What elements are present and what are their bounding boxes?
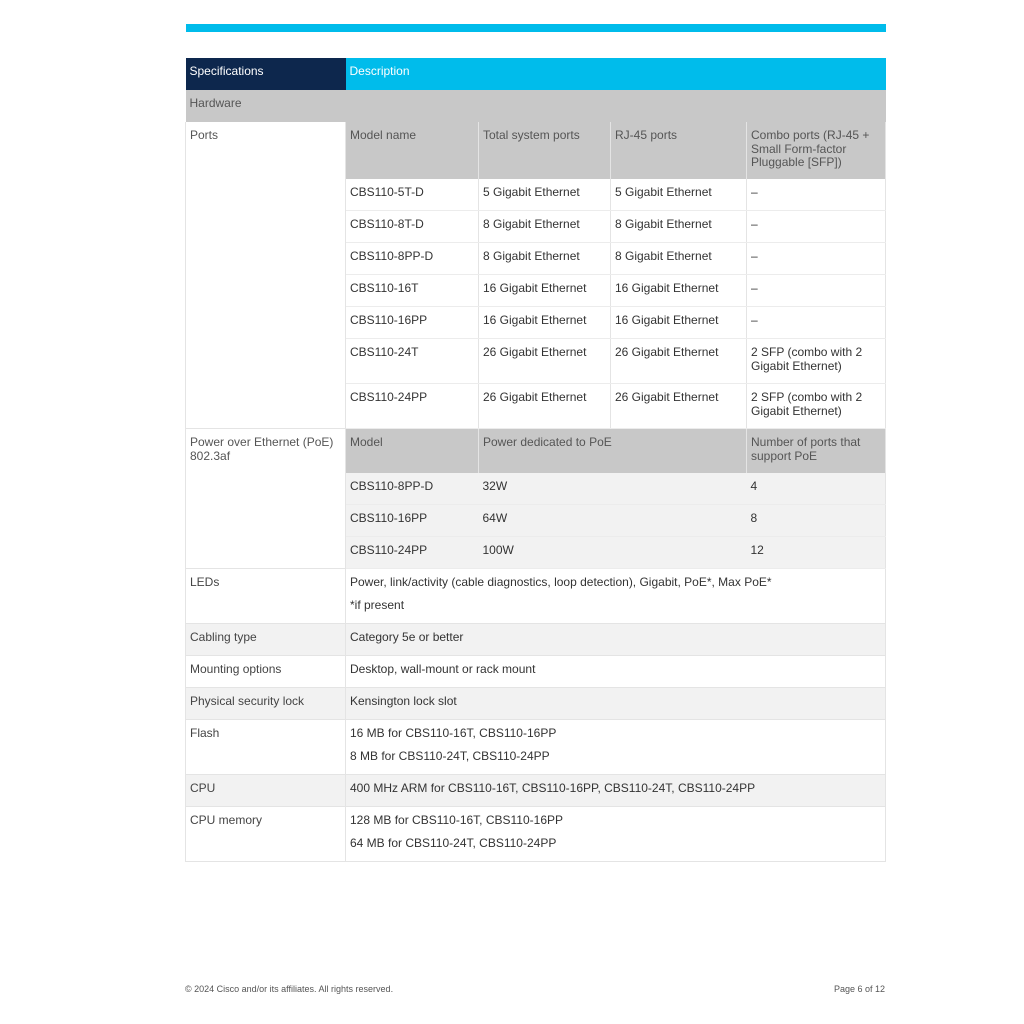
ports-cell: 16 Gigabit Ethernet xyxy=(479,275,611,307)
cpu-value: 400 MHz ARM for CBS110-16T, CBS110-16PP, CBS110-24T, CBS110-24PP xyxy=(346,775,886,807)
header-specifications: Specifications xyxy=(186,58,346,90)
table-row xyxy=(186,775,886,807)
footer-copyright: © 2024 Cisco and/or its affiliates. All rights reserved. xyxy=(185,984,394,994)
leds-line2: *if present xyxy=(350,597,405,612)
flash-line2: 8 MB for CBS110-24T, CBS110-24PP xyxy=(350,748,550,763)
ports-cell: 26 Gigabit Ethernet xyxy=(611,339,747,384)
poe-cell: 8 xyxy=(747,505,886,537)
poe-header-row xyxy=(186,429,886,474)
table-row xyxy=(186,688,886,720)
ports-cell: 26 Gigabit Ethernet xyxy=(479,339,611,384)
cpu-memory-label: CPU memory xyxy=(186,807,346,862)
poe-col-ports: Number of ports that support PoE xyxy=(747,429,886,474)
ports-cell: 8 Gigabit Ethernet xyxy=(611,211,747,243)
poe-cell: 12 xyxy=(747,537,886,569)
header-description: Description xyxy=(346,58,886,90)
poe-cell: 4 xyxy=(747,473,886,505)
ports-cell: CBS110-5T-D xyxy=(346,179,479,211)
ports-col-rj45: RJ-45 ports xyxy=(611,122,747,179)
poe-col-model: Model xyxy=(346,429,479,474)
poe-cell: CBS110-24PP xyxy=(346,537,479,569)
lock-label: Physical security lock xyxy=(186,688,346,720)
ports-cell: 2 SFP (combo with 2 Gigabit Ethernet) xyxy=(747,339,886,384)
mounting-label: Mounting options xyxy=(186,656,346,688)
poe-cell: 64W xyxy=(479,505,747,537)
cabling-label: Cabling type xyxy=(186,624,346,656)
ports-cell: CBS110-16T xyxy=(346,275,479,307)
ports-cell: 16 Gigabit Ethernet xyxy=(611,275,747,307)
leds-value xyxy=(346,569,886,624)
cpu-memory-line2: 64 MB for CBS110-24T, CBS110-24PP xyxy=(350,835,557,850)
mounting-value: Desktop, wall-mount or rack mount xyxy=(346,656,886,688)
poe-cell: 100W xyxy=(479,537,747,569)
poe-cell: CBS110-8PP-D xyxy=(346,473,479,505)
ports-cell: CBS110-8T-D xyxy=(346,211,479,243)
flash-line1: 16 MB for CBS110-16T, CBS110-16PP xyxy=(350,726,557,740)
ports-cell: – xyxy=(747,243,886,275)
ports-cell: 8 Gigabit Ethernet xyxy=(479,243,611,275)
ports-cell: 8 Gigabit Ethernet xyxy=(479,211,611,243)
cpu-label: CPU xyxy=(186,775,346,807)
ports-cell: 26 Gigabit Ethernet xyxy=(479,384,611,429)
ports-col-model: Model name xyxy=(346,122,479,179)
poe-col-power: Power dedicated to PoE xyxy=(479,429,747,474)
footer-page-number: Page 6 of 12 xyxy=(833,984,885,994)
ports-cell: – xyxy=(747,275,886,307)
ports-cell: CBS110-16PP xyxy=(346,307,479,339)
table-row xyxy=(186,807,886,862)
spec-table xyxy=(185,58,886,862)
poe-label: Power over Ethernet (PoE) 802.3af xyxy=(186,429,346,569)
ports-cell: 5 Gigabit Ethernet xyxy=(611,179,747,211)
ports-label: Ports xyxy=(186,122,346,429)
ports-cell: CBS110-24PP xyxy=(346,384,479,429)
table-header xyxy=(186,58,886,90)
ports-cell: 16 Gigabit Ethernet xyxy=(611,307,747,339)
cpu-memory-value xyxy=(346,807,886,862)
ports-cell: CBS110-24T xyxy=(346,339,479,384)
flash-value xyxy=(346,720,886,775)
cpu-memory-line1: 128 MB for CBS110-16T, CBS110-16PP xyxy=(350,813,563,827)
ports-cell: 26 Gigabit Ethernet xyxy=(611,384,747,429)
ports-header-row xyxy=(186,122,886,179)
table-row xyxy=(186,624,886,656)
ports-cell: 16 Gigabit Ethernet xyxy=(479,307,611,339)
table-row xyxy=(186,656,886,688)
ports-cell: 8 Gigabit Ethernet xyxy=(611,243,747,275)
cabling-value: Category 5e or better xyxy=(346,624,886,656)
flash-label: Flash xyxy=(186,720,346,775)
lock-value: Kensington lock slot xyxy=(346,688,886,720)
ports-cell: 2 SFP (combo with 2 Gigabit Ethernet) xyxy=(747,384,886,429)
leds-label: LEDs xyxy=(186,569,346,624)
ports-cell: – xyxy=(747,211,886,243)
ports-cell: – xyxy=(747,307,886,339)
section-hardware: Hardware xyxy=(186,90,886,122)
ports-col-combo: Combo ports (RJ-45 + Small Form-factor Pluggable [SFP]) xyxy=(747,122,886,179)
poe-cell: 32W xyxy=(479,473,747,505)
leds-line1: Power, link/activity (cable diagnostics, loop detection), Gigabit, PoE*, Max PoE* xyxy=(350,575,772,589)
top-accent-bar xyxy=(186,24,886,32)
ports-col-total: Total system ports xyxy=(479,122,611,179)
poe-cell: CBS110-16PP xyxy=(346,505,479,537)
table-row xyxy=(186,569,886,624)
ports-cell: – xyxy=(747,179,886,211)
table-row xyxy=(186,720,886,775)
ports-cell: CBS110-8PP-D xyxy=(346,243,479,275)
ports-cell: 5 Gigabit Ethernet xyxy=(479,179,611,211)
